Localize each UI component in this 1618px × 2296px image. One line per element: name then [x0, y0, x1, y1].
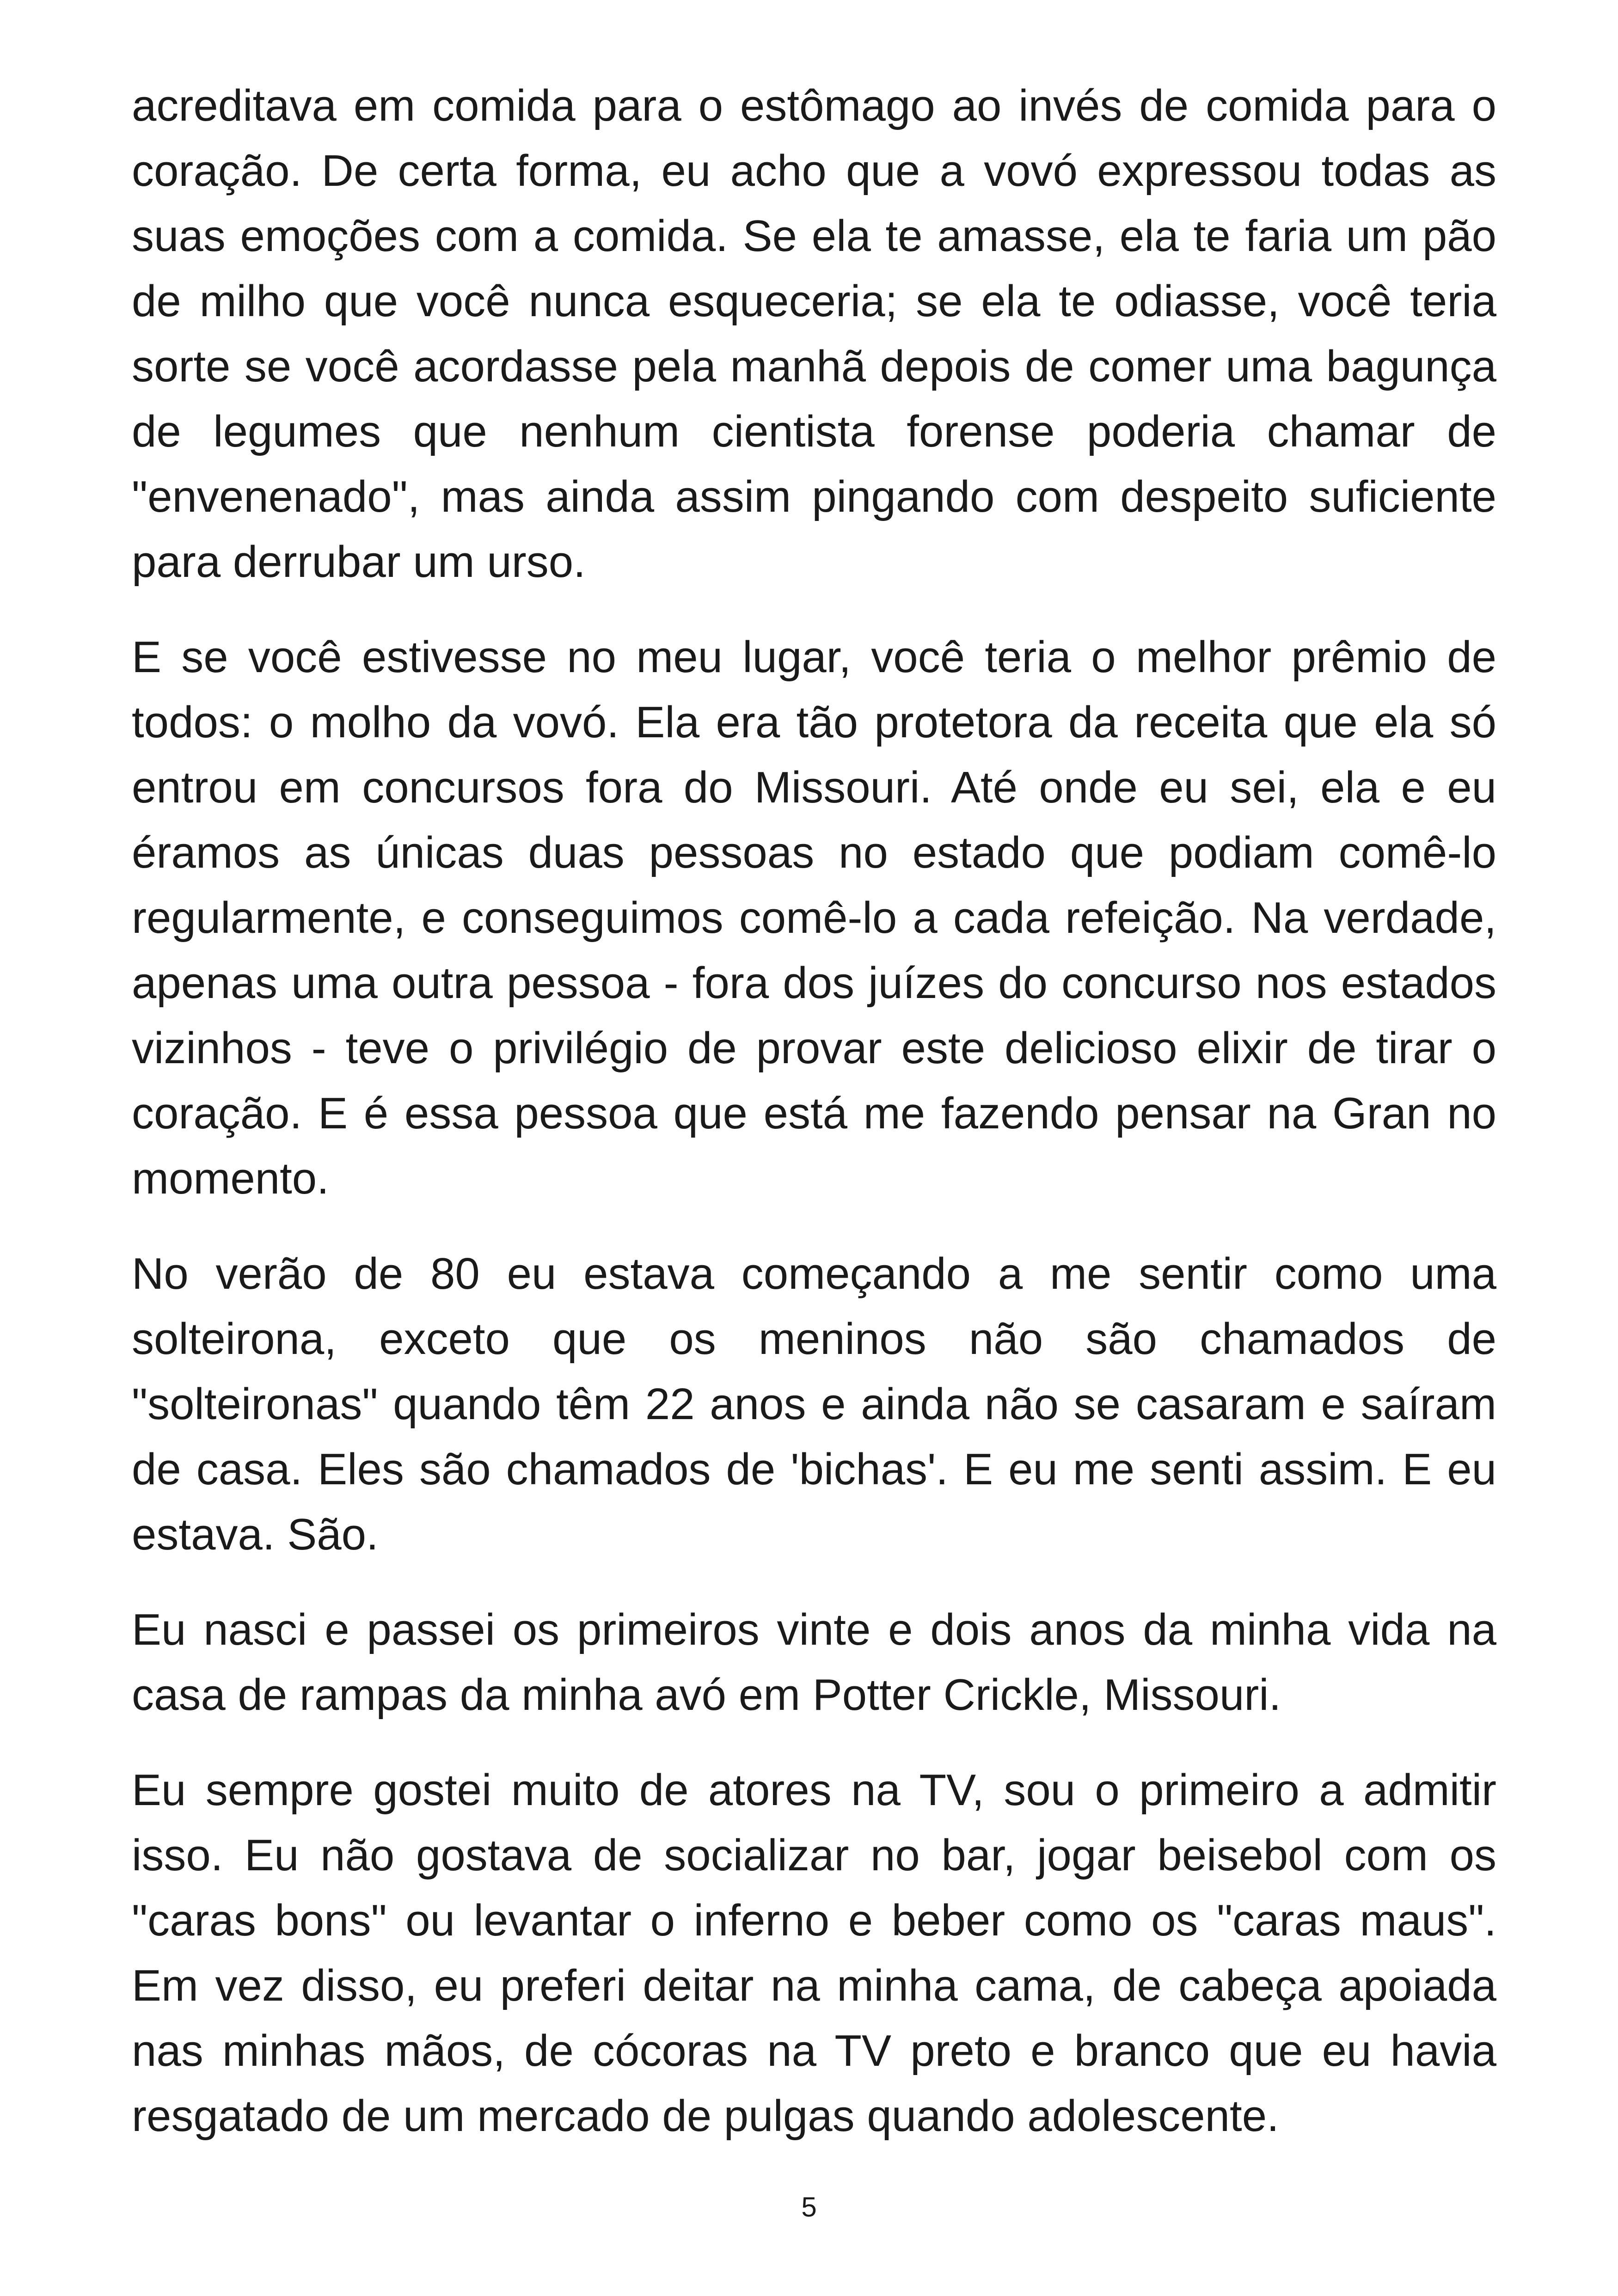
- paragraph-4: Eu nasci e passei os primeiros vinte e dois anos da minha vida na casa de rampas da minha avó em Potter Crickle, Missouri.: [132, 1605, 1496, 1720]
- paragraph-2: E se você estivesse no meu lugar, você teria o melhor prêmio de todos: o molho da vovó. Ela era tão protetora da receita que ela só entrou em concursos fora do Missouri. Até onde eu sei, ela e eu éramos as únicas duas pessoas no estado que podiam comê-lo regularmente, e conseguimos comê-lo a cada refeição. Na verdade, apenas uma outra pessoa - fora dos juízes do concurso nos estados vizinhos - teve o privilégio de provar este delicioso elixir de tirar o coração. E é essa pessoa que está me fazendo pensar na Gran no momento.: [132, 632, 1496, 1203]
- paragraph-3: No verão de 80 eu estava começando a me sentir como uma solteirona, exceto que os meninos não são chamados de "solteironas" quando têm 22 anos e ainda não se casaram e saíram de casa. Eles são chamados de 'bichas'. E eu me senti assim. E eu estava. São.: [132, 1249, 1496, 1559]
- paragraph-5: Eu sempre gostei muito de atores na TV, sou o primeiro a admitir isso. Eu não gostava de socializar no bar, jogar beisebol com os "caras bons" ou levantar o inferno e beber como os "caras maus". Em vez disso, eu preferi deitar na minha cama, de cabeça apoiada nas minhas mãos, de cócoras na TV preto e branco que eu havia resgatado de um mercado de pulgas quando adolescente.: [132, 1765, 1496, 2141]
- paragraph-1: acreditava em comida para o estômago ao invés de comida para o coração. De certa forma, eu acho que a vovó expressou todas as suas emoções com a comida. Se ela te amasse, ela te faria um pão de milho que você nunca esqueceria; se ela te odiasse, você teria sorte se você acordasse pela manhã depois de comer uma bagunça de legumes que nenhum cientista forense poderia chamar de "envenenado", mas ainda assim pingando com despeito suficiente para derrubar um urso.: [132, 81, 1496, 587]
- body-text: [132, 73, 1496, 2179]
- page-number: 5: [801, 2192, 817, 2223]
